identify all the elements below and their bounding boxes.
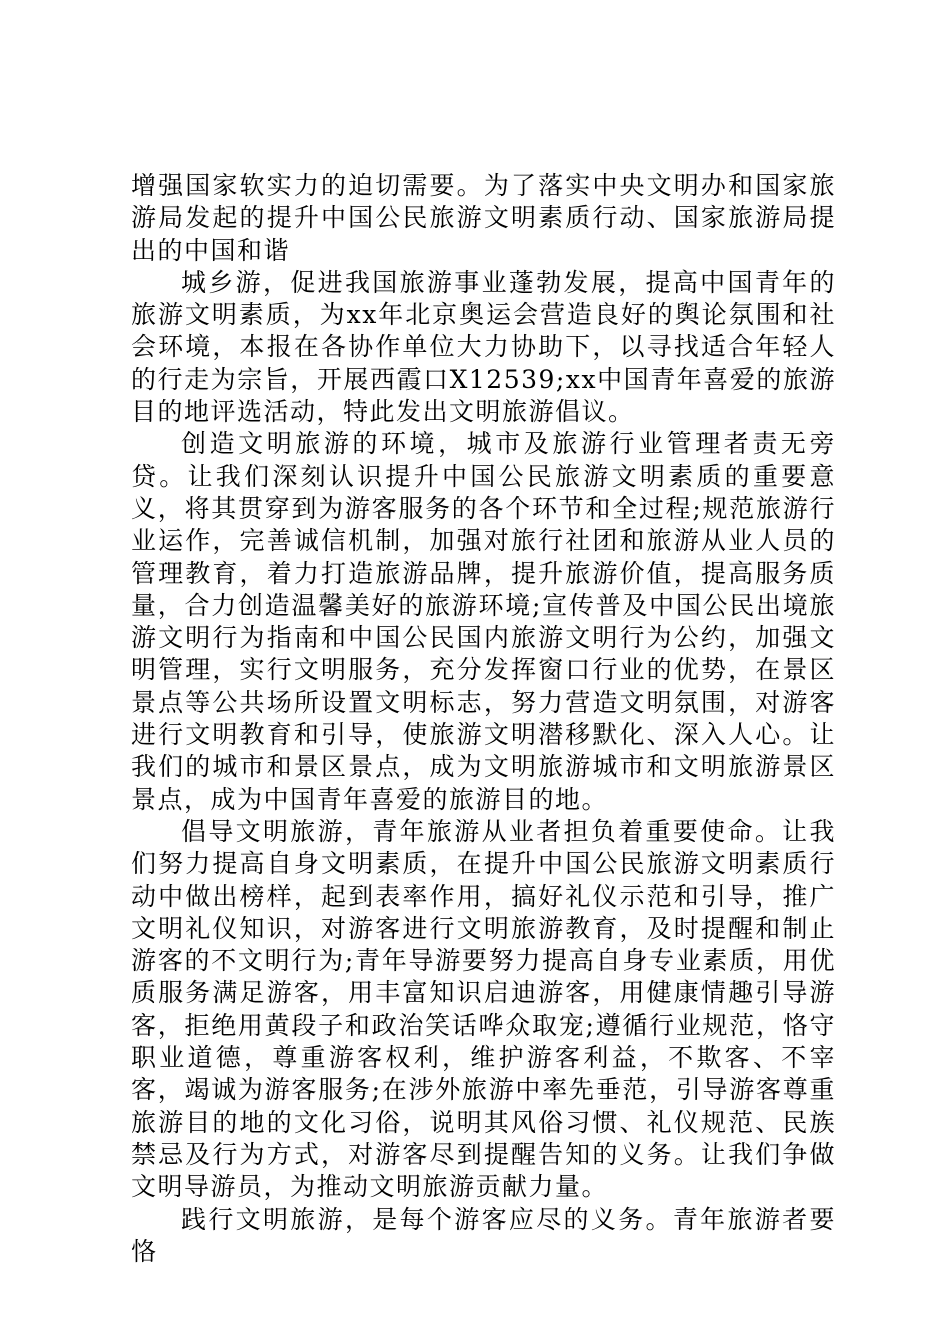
paragraph-advocate-civilized-travel: 倡导文明旅游，青年旅游从业者担负着重要使命。让我们努力提高自身文明素质，在提升中国公民旅游文明素质行动中做出榜样，起到表率作用，搞好礼仪示范和引导，推广文明礼仪知识，对游客进行文明旅游教育，及时提醒和制止游客的不文明行为;青年导游要努力提高自身专业素质，用优质服务满足游客，用丰富知识启迪游客，用健康情趣引导游客，拒绝用黄段子和政治笑话哗众取宠;遵循行业规范，恪守职业道德，尊重游客权利，维护游客利益，不欺客、不宰客，竭诚为游客服务;在涉外旅游中率先垂范，引导游客尊重旅游目的地的文化习俗，说明其风俗习惯、礼仪规范、民族禁忌及行为方式，对游客尽到提醒告知的义务。让我们争做文明导游员，为推动文明旅游贡献力量。 [131,816,836,1202]
paragraph-practice-civilized-travel: 践行文明旅游，是每个游客应尽的义务。青年旅游者要恪 [131,1204,836,1266]
paragraph-continuation: 增强国家软实力的迫切需要。为了落实中央文明办和国家旅游局发起的提升中国公民旅游文明素质行动、国家旅游局提出的中国和谐 [131,171,836,265]
document-body [131,170,836,1268]
paragraph-urban-rural-travel: 城乡游，促进我国旅游事业蓬勃发展，提高中国青年的旅游文明素质，为xx年北京奥运会营造良好的舆论氛围和社会环境，本报在各协作单位大力协助下，以寻找适合年轻人的行走为宗旨，开展西霞口X12539;xx中国青年喜爱的旅游目的地评选活动，特此发出文明旅游倡议。 [131,267,836,427]
paragraph-create-environment: 创造文明旅游的环境，城市及旅游行业管理者责无旁贷。让我们深刻认识提升中国公民旅游文明素质的重要意义，将其贯穿到为游客服务的各个环节和全过程;规范旅游行业运作，完善诚信机制，加强对旅行社团和旅游从业人员的管理教育，着力打造旅游品牌，提升旅游价值，提高服务质量，合力创造温馨美好的旅游环境;宣传普及中国公民出境旅游文明行为指南和中国公民国内旅游文明行为公约，加强文明管理，实行文明服务，充分发挥窗口行业的优势，在景区景点等公共场所设置文明标志，努力营造文明氛围，对游客进行文明教育和引导，使旅游文明潜移默化、深入人心。让我们的城市和景区景点，成为文明旅游城市和文明旅游景区景点，成为中国青年喜爱的旅游目的地。 [131,429,836,814]
